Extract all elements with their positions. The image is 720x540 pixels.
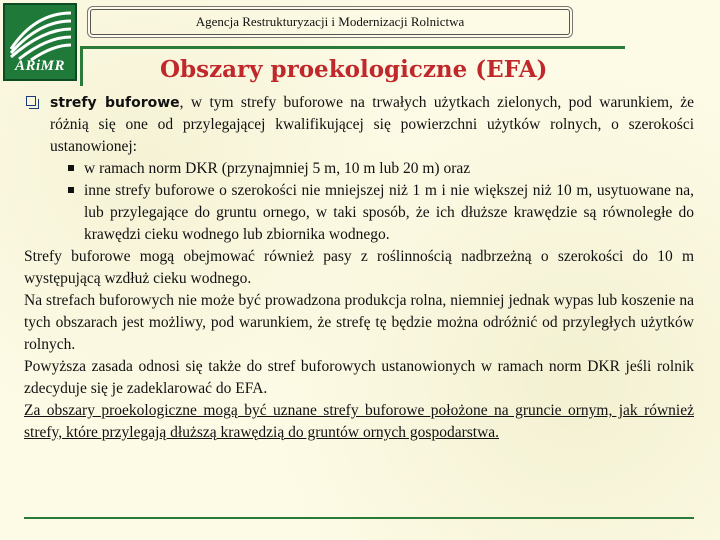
sub-bullet-2 [24, 180, 694, 246]
agency-header [90, 9, 570, 35]
header-divider-vertical [80, 46, 83, 86]
main-bullet-lead: strefy buforowe [50, 95, 180, 111]
page-title: Obszary proekologiczne (EFA) [160, 56, 548, 83]
arimr-logo [3, 3, 77, 81]
field-lines-icon [5, 5, 75, 61]
checkbox-bullet-icon [26, 96, 36, 106]
square-bullet-icon [68, 187, 74, 193]
paragraph-1: Strefy buforowe mogą obejmować również pasy z roślinnością nadbrzeżną o szerokości do 10 m występującą wzdłuż cieku wodnego. [24, 248, 694, 287]
agency-name: Agencja Restrukturyzacji i Modernizacji Rolnictwa [195, 14, 465, 29]
slide-content [24, 92, 694, 444]
header-divider [80, 46, 625, 49]
main-bullet-text: , w tym strefy buforowe na trwałych użytkach zielonych, pod warunkiem, że różnią się one od przylegającej kwalifikującej się powierzchni użytków rolnych, o szerokości ustanowionej: [50, 94, 694, 155]
square-bullet-icon [68, 165, 74, 171]
paragraph-underlined: Za obszary proekologiczne mogą być uznane strefy buforowe położone na gruncie ornym, jak również strefy, które przylegają dłuższą krawędzią do gruntów ornych gospodarstwa. [24, 402, 694, 441]
paragraph-3: Powyższa zasada odnosi się także do stref buforowych ustanowionych w ramach norm DKR jeśli rolnik zdecyduje się je zadeklarować do EFA. [24, 358, 694, 397]
main-bullet [24, 92, 694, 158]
sub-bullet-1 [24, 158, 694, 180]
footer-divider [24, 517, 694, 519]
paragraph-2: Na strefach buforowych nie może być prowadzona produkcja rolna, niemniej jednak wypas lub koszenie na tych obszarach jest możliwy, pod warunkiem, że strefę tę będzie można odróżnić od przyległych użytków rolnych. [24, 292, 694, 353]
sub-bullet-text: inne strefy buforowe o szerokości nie mniejszej niż 1 m i nie większej niż 10 m, usytuowane na, lub przylegające do gruntu ornego, w taki sposób, że ich dłuższe krawędzie są równoległe do krawędzi cieku wodnego lub zbiornika wodnego. [84, 182, 694, 243]
logo-text: ARiMR [14, 58, 66, 74]
sub-bullet-text: w ramach norm DKR (przynajmniej 5 m, 10 m lub 20 m) oraz [84, 160, 471, 177]
